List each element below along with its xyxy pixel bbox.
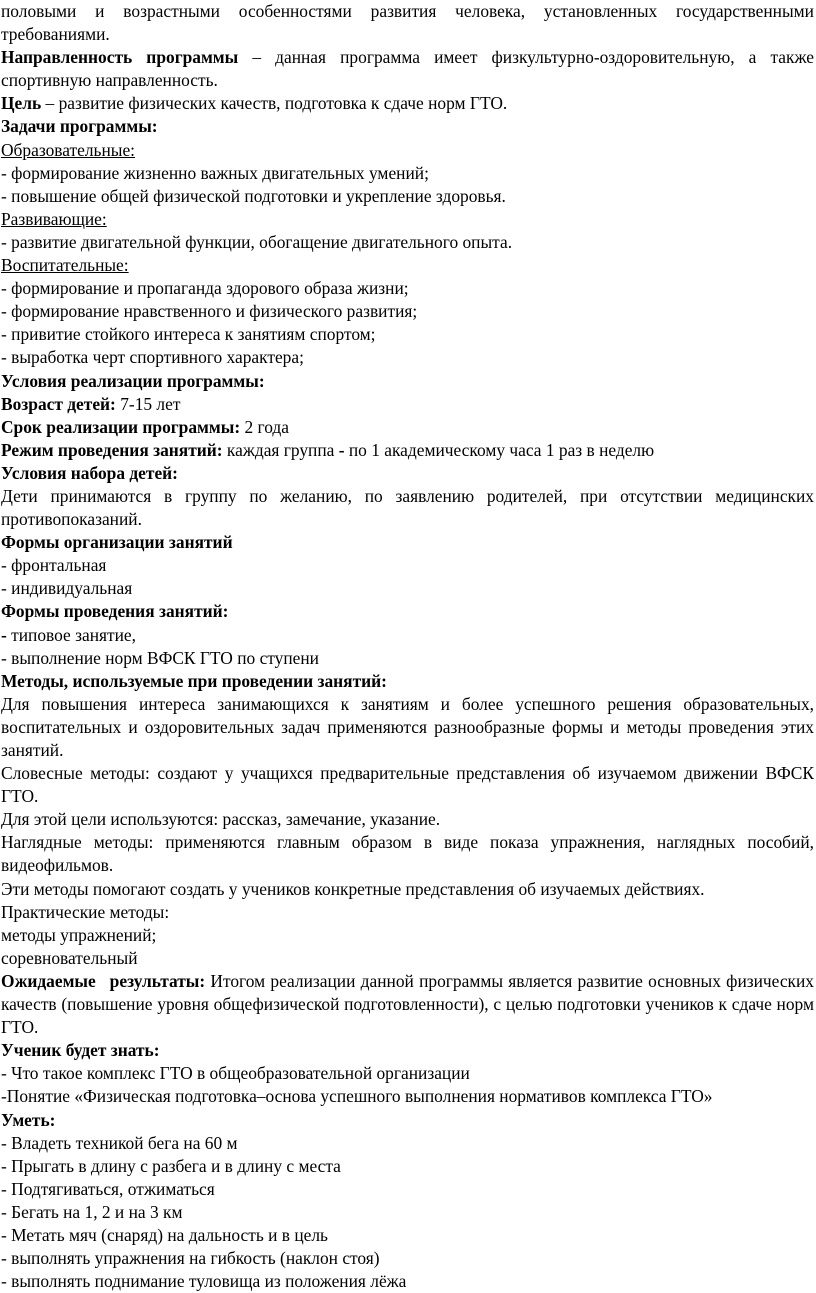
results-label: Ожидаемые результаты: xyxy=(1,970,206,991)
verbal-methods-paragraph: Словесные методы: создают у учащихся предварительные представления об изучаемом движении ВФСК ГТО. xyxy=(1,763,814,807)
list-item: - фронтальная xyxy=(1,555,107,576)
term-label: Срок реализации программы: xyxy=(1,416,241,437)
tasks-heading: Задачи программы: xyxy=(1,116,158,137)
results-paragraph xyxy=(1,970,814,1039)
list-item: - индивидуальная xyxy=(1,578,133,599)
methods-paragraph: Для повышения интереса занимающихся к занятиям и более успешного решения образовательных, воспитательных и оздоровительных задач применяются разнообразные формы и методы проведения этих занятий. xyxy=(1,693,814,760)
list-item: - выработка черт спортивного характера; xyxy=(1,347,304,368)
age-value: 7-15 лет xyxy=(115,393,181,414)
list-item: - выполнять упражнения на гибкость (наклон стоя) xyxy=(1,1248,380,1269)
list-item: - формирование жизненно важных двигательных умений; xyxy=(1,162,429,183)
direction-text: – данная программа имеет физкультурно-оздоровительную, а также спортивную направленность. xyxy=(1,47,814,91)
list-item: - выполнение норм ВФСК ГТО по ступени xyxy=(1,647,319,668)
direction-label: Направленность программы xyxy=(1,47,239,68)
visual-methods-paragraph: Наглядные методы: применяются главным образом в виде показа упражнения, наглядных пособий, видеофильмов. xyxy=(1,832,814,876)
org-forms-heading: Формы организации занятий xyxy=(1,532,233,553)
tasks-group-title: Воспитательные: xyxy=(1,255,129,276)
list-item: соревновательный xyxy=(1,947,138,968)
list-item: - Бегать на 1, 2 и на 3 км xyxy=(1,1201,183,1222)
conditions-heading: Условия реализации программы: xyxy=(1,370,265,391)
list-item: - Что такое комплекс ГТО в общеобразовательной организации xyxy=(1,1063,470,1084)
enrollment-paragraph: Дети принимаются в группу по желанию, по заявлению родителей, при отсутствии медицинских противопоказаний. xyxy=(1,485,814,530)
results-text: Итогом реализации данной программы является развитие основных физических качеств (повышение уровня общефизической подготовленности), с целью подготовки учеников к сдаче норм ГТО. xyxy=(1,970,814,1038)
tasks-group-title: Образовательные: xyxy=(1,139,136,160)
list-item: - повышение общей физической подготовки и укрепление здоровья. xyxy=(1,185,506,206)
goal-text: – развитие физических качеств, подготовка к сдаче норм ГТО. xyxy=(41,93,508,114)
age-label: Возраст детей: xyxy=(1,393,116,414)
term-value: 2 года xyxy=(240,416,289,437)
list-item: -Понятие «Физическая подготовка–основа успешного выполнения нормативов комплекса ГТО» xyxy=(1,1086,713,1107)
list-item: методы упражнений; xyxy=(1,924,157,945)
mode-dash: - xyxy=(338,439,345,460)
list-item: - типовое занятие, xyxy=(1,624,136,645)
practical-methods-title: Практические методы: xyxy=(1,901,170,922)
mode-value: каждая группа xyxy=(222,439,339,460)
list-item: - Подтягиваться, отжиматься xyxy=(1,1178,215,1199)
direction-paragraph xyxy=(1,46,814,92)
methods-paragraph: Для этой цели используются: рассказ, замечание, указание. xyxy=(1,809,441,830)
mode-value-rest: по 1 академическому часа 1 раз в неделю xyxy=(344,439,655,460)
methods-paragraph: Эти методы помогают создать у учеников конкретные представления об изучаемых действиях. xyxy=(1,878,705,899)
mode-line xyxy=(1,439,814,462)
list-item: - формирование нравственного и физического развития; xyxy=(1,301,418,322)
methods-heading: Методы, используемые при проведении занятий: xyxy=(1,670,387,691)
term-line xyxy=(1,416,814,439)
list-item: - Прыгать в длину с разбега и в длину с места xyxy=(1,1155,341,1176)
list-item: - Владеть техникой бега на 60 м xyxy=(1,1132,238,1153)
list-item: - привитие стойкого интереса к занятиям спортом; xyxy=(1,324,376,345)
know-heading: Ученик будет знать: xyxy=(1,1040,160,1061)
list-item: - формирование и пропаганда здорового образа жизни; xyxy=(1,278,409,299)
list-item: - Метать мяч (снаряд) на дальность и в цель xyxy=(1,1224,328,1245)
skills-heading: Уметь: xyxy=(1,1109,56,1130)
list-item: - развитие двигательной функции, обогащение двигательного опыта. xyxy=(1,231,513,252)
age-line xyxy=(1,393,814,416)
conduct-forms-heading: Формы проведения занятий: xyxy=(1,601,229,622)
list-item: - выполнять поднимание туловища из положения лёжа xyxy=(1,1271,407,1292)
goal-paragraph xyxy=(1,92,814,115)
goal-label: Цель xyxy=(1,93,42,114)
tasks-group-title: Развивающие: xyxy=(1,208,107,229)
mode-label: Режим проведения занятий: xyxy=(1,439,223,460)
enrollment-heading: Условия набора детей: xyxy=(1,462,178,483)
intro-paragraph: половыми и возрастными особенностями развития человека, установленных государственными требованиями. xyxy=(1,1,814,45)
